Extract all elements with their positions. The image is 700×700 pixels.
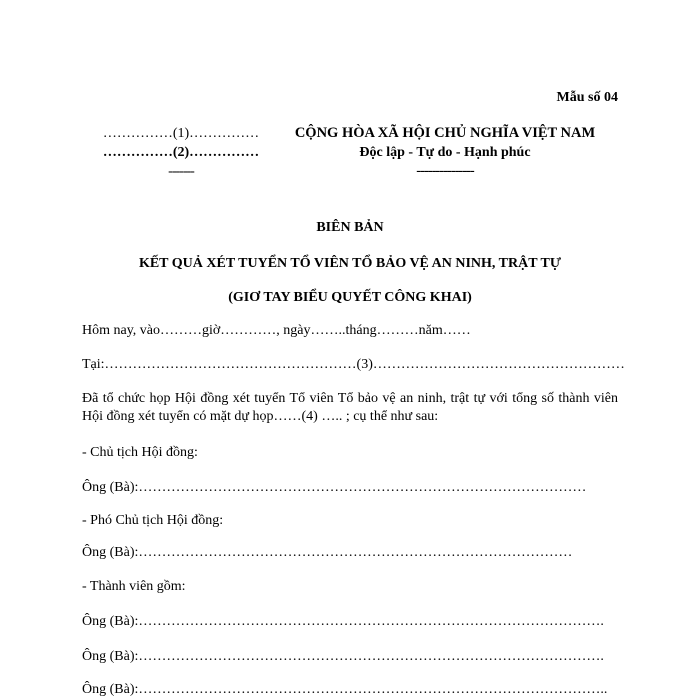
members-label: - Thành viên gồm: — [82, 579, 186, 594]
date-line: Hôm nay, vào………giờ…………, ngày……..tháng………năm…… — [82, 323, 471, 338]
agency-line-1: ……………(1)…………… — [102, 126, 260, 141]
agency-line-2: ……………(2)…………… — [102, 145, 260, 160]
chairman-label: - Chủ tịch Hội đồng: — [82, 445, 198, 460]
country-name: CỘNG HÒA XÃ HỘI CHỦ NGHĨA VIỆT NAM — [294, 125, 596, 141]
member-name-line: Ông (Bà):……………………………………………………………………………………….. — [82, 682, 608, 697]
vice-chairman-name-line: Ông (Bà):………………………………………………………………………………… — [82, 545, 573, 560]
document-subject: KẾT QUẢ XÉT TUYỂN TỔ VIÊN TỔ BẢO VỆ AN NINH, TRẬT TỰ — [138, 256, 562, 271]
agency-header — [86, 124, 276, 181]
national-motto: Độc lập - Tự do - Hạnh phúc — [359, 145, 531, 160]
place-line: Tại:………………………………………………(3)……………………………………………… — [82, 357, 625, 372]
national-header — [280, 124, 610, 181]
motto-separator: --------------- — [416, 163, 474, 179]
intro-paragraph: Đã tổ chức họp Hội đồng xét tuyển Tổ viên Tổ bảo vệ an ninh, trật tự với tổng số thành viên Hội đồng xét tuyển có mặt dự họp……(4) ….. ; cụ thể như sau: — [82, 391, 618, 424]
agency-separator: ------- — [168, 164, 194, 179]
form-number: Mẫu số 04 — [556, 90, 618, 105]
vice-chairman-label: - Phó Chủ tịch Hội đồng: — [82, 513, 224, 528]
member-name-line: Ông (Bà):………………………………………………………………………………………. — [82, 649, 604, 664]
voting-method: (GIƠ TAY BIỂU QUYẾT CÔNG KHAI) — [228, 290, 472, 305]
document-type: BIÊN BẢN — [316, 220, 384, 235]
chairman-name-line: Ông (Bà):…………………………………………………………………………………… — [82, 480, 587, 495]
member-name-line: Ông (Bà):………………………………………………………………………………………. — [82, 614, 604, 629]
